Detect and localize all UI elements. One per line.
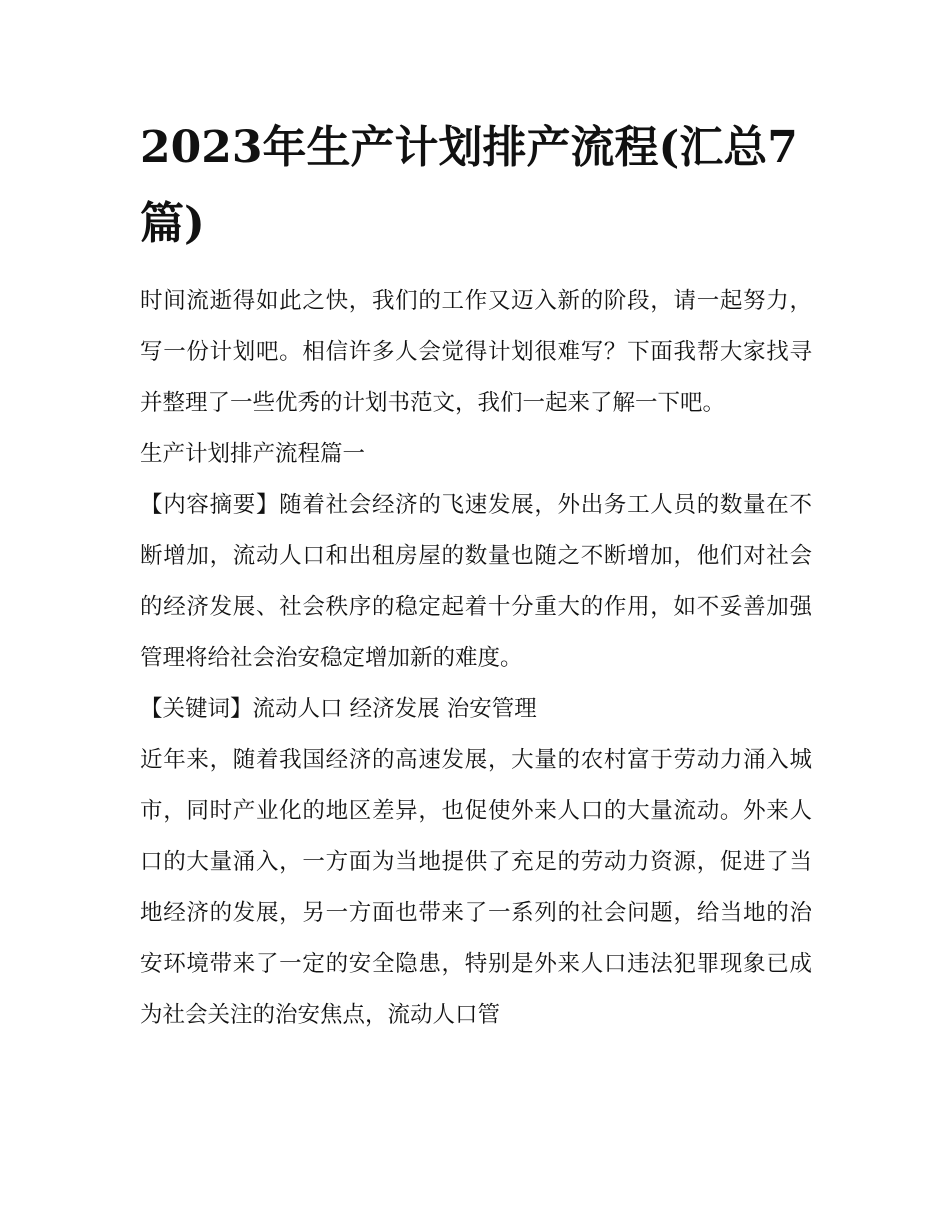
document-body xyxy=(140,276,812,1041)
abstract-paragraph: 【内容摘要】随着社会经济的飞速发展，外出务工人员的数量在不断增加，流动人口和出租房屋的数量也随之不断增加，他们对社会的经济发展、社会秩序的稳定起着十分重大的作用，如不妥善加强管理将给社会治安稳定增加新的难度。 xyxy=(140,492,812,671)
body-paragraph: 近年来，随着我国经济的高速发展，大量的农村富于劳动力涌入城市，同时产业化的地区差异，也促使外来人口的大量流动。外来人口的大量涌入，一方面为当地提供了充足的劳动力资源，促进了当地经济的发展，另一方面也带来了一系列的社会问题，给当地的治安环境带来了一定的安全隐患，特别是外来人口违法犯罪现象已成为社会关注的治安焦点，流动人口管 xyxy=(140,747,812,1028)
document-title: 2023年生产计划排产流程(汇总7篇) xyxy=(140,122,798,249)
section-heading: 生产计划排产流程篇一 xyxy=(140,441,366,467)
intro-paragraph: 时间流逝得如此之快，我们的工作又迈入新的阶段，请一起努力，写一份计划吧。相信许多人会觉得计划很难写？下面我帮大家找寻并整理了一些优秀的计划书范文，我们一起来了解一下吧。 xyxy=(140,288,812,416)
keywords-paragraph: 【关键词】流动人口 经济发展 治安管理 xyxy=(140,696,537,722)
